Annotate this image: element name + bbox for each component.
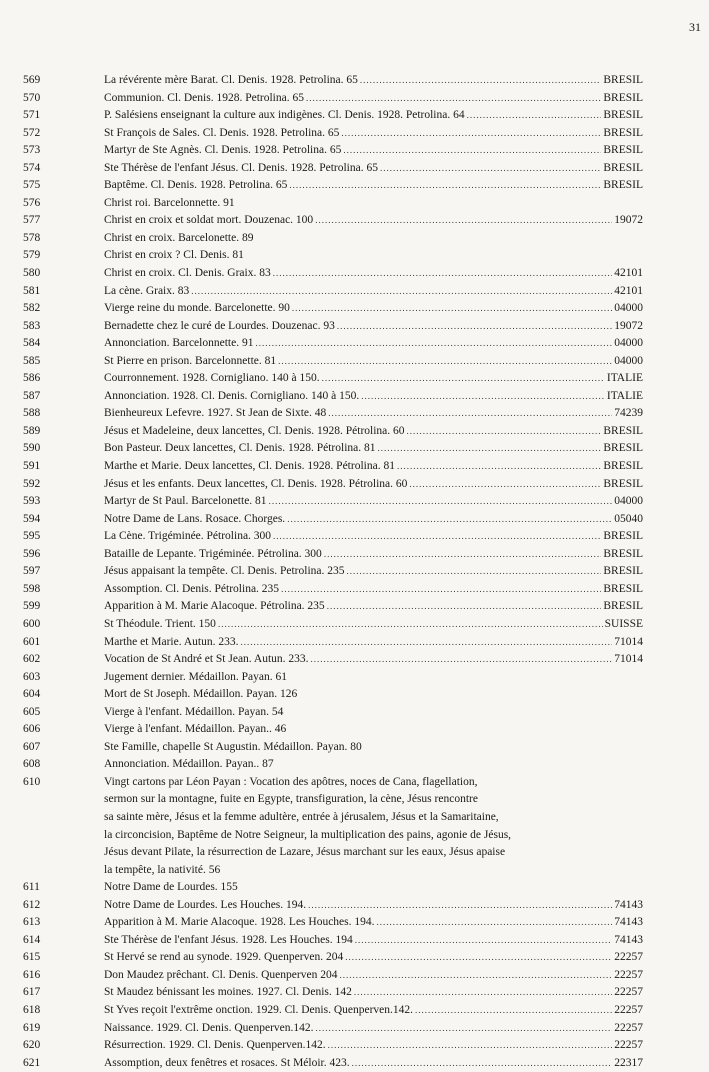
list-item (0, 546, 709, 564)
entry-code: 04000 (614, 354, 643, 367)
entry-text: Mort de St Joseph. Médaillon. Payan. 126 (104, 688, 298, 701)
entry-code: 05040 (614, 512, 643, 525)
entry-number: 614 (23, 933, 41, 946)
entry-body (104, 212, 643, 230)
entry-text: Bon Pasteur. Deux lancettes, Cl. Denis. 1928. Pétrolina. 81 (104, 442, 376, 455)
dot-leader (467, 107, 602, 125)
entry-number: 616 (23, 968, 41, 981)
list-item (0, 265, 709, 283)
list-item (0, 90, 709, 108)
entry-number: 579 (23, 249, 41, 262)
entry-body (104, 739, 643, 757)
entry-code: 74239 (614, 407, 643, 420)
dot-leader (360, 72, 601, 90)
entry-number: 603 (23, 670, 41, 683)
entry-text: Annonciation. Barcelonnette. 91 (104, 337, 254, 350)
entry-number: 597 (23, 565, 41, 578)
entry-number: 574 (23, 161, 41, 174)
entry-number: 607 (23, 740, 41, 753)
dot-leader (343, 142, 601, 160)
dot-leader (289, 177, 601, 195)
entry-code: BRESIL (603, 179, 643, 192)
entry-text: Résurrection. 1929. Cl. Denis. Quenperven.142. (104, 1039, 326, 1052)
entry-code: 04000 (614, 495, 643, 508)
list-item (0, 756, 709, 774)
entry-code: 71014 (614, 635, 643, 648)
entry-text: Marthe et Marie. Autun. 233. (104, 635, 239, 648)
entry-code: 22257 (614, 986, 643, 999)
entry-text: Christ en croix. Barcelonette. 89 (104, 231, 254, 244)
entry-text: Christ en croix ? Cl. Denis. 81 (104, 249, 244, 262)
entry-body (104, 651, 643, 669)
list-item (0, 283, 709, 301)
entry-body (104, 581, 643, 599)
entry-number: 602 (23, 653, 41, 666)
entry-body (104, 335, 643, 353)
dot-leader (341, 125, 601, 143)
dot-leader (218, 616, 603, 634)
entry-body (104, 300, 643, 318)
list-item (0, 476, 709, 494)
entry-body (104, 546, 643, 564)
entry-number: 600 (23, 617, 41, 630)
entry-body (104, 195, 643, 213)
entry-number: 594 (23, 512, 41, 525)
dot-leader (281, 581, 601, 599)
entry-code: 22257 (614, 1039, 643, 1052)
entry-text: Vierge à l'enfant. Médaillon. Payan.. 46 (104, 723, 287, 736)
entry-code: 42101 (614, 267, 643, 280)
dot-leader (352, 1055, 613, 1072)
entry-text: Jésus et Madeleine, deux lancettes, Cl. Denis. 1928. Pétrolina. 60 (104, 424, 405, 437)
dot-leader (240, 634, 612, 652)
list-item (0, 300, 709, 318)
entry-body (104, 721, 643, 739)
list-item (0, 967, 709, 985)
page-number: 31 (689, 20, 701, 34)
entry-number: 593 (23, 495, 41, 508)
entry-body (104, 247, 643, 265)
entry-number: 583 (23, 319, 41, 332)
dot-leader (306, 90, 601, 108)
entry-number: 591 (23, 460, 41, 473)
entry-body (104, 1002, 643, 1020)
list-item (0, 704, 709, 722)
entry-text: Notre Dame de Lans. Rosace. Chorges. (104, 512, 286, 525)
dot-leader (354, 984, 612, 1002)
dot-leader (324, 546, 602, 564)
entry-body (104, 616, 643, 634)
entry-number: 619 (23, 1021, 41, 1034)
dot-leader (322, 370, 605, 388)
dot-leader (415, 1002, 612, 1020)
entry-number: 592 (23, 477, 41, 490)
entry-text-line: sermon sur la montagne, fuite en Egypte, transfiguration, la cène, Jésus rencontre (104, 793, 478, 806)
entry-text: Christ roi. Barcelonnette. 91 (104, 196, 235, 209)
entry-body (104, 283, 643, 301)
list-item (0, 72, 709, 90)
entry-body (104, 353, 643, 371)
entry-number: 569 (23, 74, 41, 86)
entry-code: ITALIE (606, 389, 643, 402)
entry-body (104, 511, 643, 529)
entry-code: SUISSE (604, 617, 643, 630)
entry-body (104, 669, 643, 687)
entry-number: 615 (23, 951, 41, 964)
dot-leader (327, 598, 602, 616)
dot-leader (316, 1020, 613, 1038)
entry-number: 589 (23, 424, 41, 437)
dot-leader (407, 423, 602, 441)
entry-body (104, 230, 643, 248)
entry-text: St Pierre en prison. Barcelonnette. 81 (104, 354, 277, 367)
entry-text (104, 774, 604, 879)
dot-leader (355, 932, 613, 950)
entry-number: 570 (23, 91, 41, 104)
entry-text: Jésus appaisant la tempête. Cl. Denis. Petrolina. 235 (104, 565, 345, 578)
list-item (0, 949, 709, 967)
entry-text: Don Maudez prêchant. Cl. Denis. Quenperven 204 (104, 968, 338, 981)
list-item (0, 686, 709, 704)
entry-text-line: sa sainte mère, Jésus et la femme adultère, entrée à jérusalem, Jésus et la Samaritaine, (104, 810, 499, 823)
dot-leader (292, 300, 612, 318)
list-item (0, 335, 709, 353)
list-item (0, 1002, 709, 1020)
dot-leader (378, 440, 602, 458)
entry-body (104, 493, 643, 511)
entry-number: 621 (23, 1056, 41, 1069)
entry-body (104, 949, 643, 967)
entry-body (104, 1055, 643, 1072)
entry-number: 604 (23, 688, 41, 701)
entry-text: La cène. Graix. 83 (104, 284, 190, 297)
dot-leader (328, 405, 612, 423)
entry-text: Bataille de Lepante. Trigéminée. Pétrolina. 300 (104, 547, 322, 560)
entry-body (104, 686, 643, 704)
list-item (0, 107, 709, 125)
list-item (0, 563, 709, 581)
dot-leader (287, 511, 612, 529)
entry-code: BRESIL (603, 600, 643, 613)
entry-body (104, 318, 643, 336)
entry-body (104, 476, 643, 494)
entry-code: 22257 (614, 1003, 643, 1016)
list-item (0, 423, 709, 441)
entry-code: 22257 (614, 951, 643, 964)
entry-body (104, 423, 643, 441)
entry-number: 584 (23, 337, 41, 350)
entry-body (104, 370, 643, 388)
dot-leader (273, 528, 601, 546)
entry-number: 612 (23, 898, 41, 911)
entry-code: 74143 (614, 933, 643, 946)
entry-text-line: la circoncision, Baptême de Notre Seigneur, la multiplication des pains, agonie de Jésus, (104, 828, 512, 841)
entry-number: 596 (23, 547, 41, 560)
dot-leader (345, 949, 612, 967)
dot-leader (347, 563, 602, 581)
entry-body (104, 160, 643, 178)
dot-leader (278, 353, 612, 371)
entry-number: 577 (23, 214, 41, 227)
entry-text-line: Jésus devant Pilate, la résurrection de Lazare, Jésus marchant sur les eaux, Jésus apaise (104, 846, 506, 859)
entry-body (104, 405, 643, 423)
entry-body (104, 90, 643, 108)
entry-text: Martyr de St Paul. Barcelonette. 81 (104, 495, 267, 508)
entry-body (104, 634, 643, 652)
entry-code: BRESIL (603, 565, 643, 578)
entry-text: Ste Famille, chapelle St Augustin. Médaillon. Payan. 80 (104, 740, 362, 753)
entry-text: St Yves reçoit l'extrême onction. 1929. Cl. Denis. Quenperven.142. (104, 1003, 414, 1016)
list-item (0, 405, 709, 423)
entry-number: 610 (23, 775, 41, 788)
entry-code: 22257 (614, 1021, 643, 1034)
entry-text: Vierge reine du monde. Barcelonette. 90 (104, 302, 290, 315)
entry-code: BRESIL (603, 530, 643, 543)
entry-code: BRESIL (603, 547, 643, 560)
dot-leader (308, 897, 612, 915)
entry-number: 611 (23, 881, 40, 894)
entry-code: BRESIL (603, 91, 643, 104)
entry-text: Notre Dame de Lourdes. 155 (104, 881, 238, 894)
list-item (0, 230, 709, 248)
entry-body (104, 897, 643, 915)
entry-text: La Cène. Trigéminée. Pétrolina. 300 (104, 530, 272, 543)
entry-code: BRESIL (603, 424, 643, 437)
entry-body (104, 563, 643, 581)
entry-text: P. Salésiens enseignant la culture aux indigènes. Cl. Denis. 1928. Petrolina. 64 (104, 109, 465, 122)
dot-leader (191, 283, 612, 301)
dot-leader (273, 265, 613, 283)
entry-number: 605 (23, 705, 41, 718)
entry-body (104, 142, 643, 160)
entry-code: BRESIL (603, 109, 643, 122)
entry-code: 04000 (614, 337, 643, 350)
entry-code: 04000 (614, 302, 643, 315)
list-item (0, 388, 709, 406)
entry-text: Vierge à l'enfant. Médaillon. Payan. 54 (104, 705, 284, 718)
entry-body (104, 440, 643, 458)
dot-leader (269, 493, 613, 511)
list-item (0, 160, 709, 178)
list-item (0, 651, 709, 669)
entry-code: 74143 (614, 916, 643, 929)
entry-number: 606 (23, 723, 41, 736)
entry-number: 586 (23, 372, 41, 385)
dot-leader (339, 967, 612, 985)
entry-text-line: la tempête, la nativité. 56 (104, 863, 221, 876)
list-item (0, 142, 709, 160)
list-item (0, 318, 709, 336)
entry-text: Christ en croix et soldat mort. Douzenac. 100 (104, 214, 314, 227)
list-item (0, 458, 709, 476)
entry-number: 599 (23, 600, 41, 613)
entry-code: ITALIE (606, 372, 643, 385)
list-item (0, 247, 709, 265)
entry-text: St Maudez bénissant les moines. 1927. Cl. Denis. 142 (104, 986, 352, 999)
entry-number: 587 (23, 389, 41, 402)
list-item (0, 721, 709, 739)
list-item (0, 616, 709, 634)
entry-number: 608 (23, 758, 41, 771)
entry-number: 575 (23, 179, 41, 192)
entry-text: Vocation de St André et St Jean. Autun. 233. (104, 653, 309, 666)
entry-text: Baptême. Cl. Denis. 1928. Petrolina. 65 (104, 179, 288, 192)
entry-number: 590 (23, 442, 41, 455)
entry-number: 576 (23, 196, 41, 209)
list-item (0, 125, 709, 143)
entry-text-line: Vingt cartons par Léon Payan : Vocation des apôtres, noces de Cana, flagellation, (104, 775, 478, 788)
entry-text: Assomption, deux fenêtres et rosaces. St Méloir. 423. (104, 1056, 350, 1069)
list-item (0, 739, 709, 757)
entry-text: Notre Dame de Lourdes. Les Houches. 194. (104, 898, 307, 911)
entry-number: 617 (23, 986, 41, 999)
entry-code: BRESIL (603, 74, 643, 86)
entry-code: BRESIL (603, 144, 643, 157)
entry-text: Jésus et les enfants. Deux lancettes, Cl. Denis. 1928. Pétrolina. 60 (104, 477, 408, 490)
entry-body (104, 125, 643, 143)
list-item (0, 984, 709, 1002)
entry-text: Bernadette chez le curé de Lourdes. Douzenac. 93 (104, 319, 335, 332)
entry-text: St Hervé se rend au synode. 1929. Quenperven. 204 (104, 951, 344, 964)
list-item (0, 879, 709, 897)
entry-text: Assomption. Cl. Denis. Pétrolina. 235 (104, 582, 280, 595)
dot-leader (361, 388, 605, 406)
list-item (0, 212, 709, 230)
entry-text: Apparition à M. Marie Alacoque. Pétrolina. 235 (104, 600, 325, 613)
entry-number: 582 (23, 302, 41, 315)
entry-body (104, 528, 643, 546)
entry-body (104, 107, 643, 125)
entry-number: 573 (23, 144, 41, 157)
entry-code: 71014 (614, 653, 643, 666)
entry-text: Christ en croix. Cl. Denis. Graix. 83 (104, 267, 271, 280)
list-item (0, 1020, 709, 1038)
dot-leader (397, 458, 601, 476)
list-item (0, 370, 709, 388)
entry-code: BRESIL (603, 126, 643, 139)
dot-leader (380, 160, 601, 178)
list-item (0, 669, 709, 687)
entry-body (104, 879, 643, 897)
entry-number: 581 (23, 284, 41, 297)
entry-code: 22257 (614, 968, 643, 981)
entry-number: 620 (23, 1039, 41, 1052)
entry-number: 613 (23, 916, 41, 929)
entry-text: Apparition à M. Marie Alacoque. 1928. Les Houches. 194. (104, 916, 375, 929)
entry-text: Ste Thérèse de l'enfant Jésus. Cl. Denis. 1928. Petrolina. 65 (104, 161, 378, 174)
list-item (0, 177, 709, 195)
entry-body (104, 72, 643, 90)
list-item (0, 493, 709, 511)
entry-code: BRESIL (603, 477, 643, 490)
entry-number: 585 (23, 354, 41, 367)
list-item (0, 511, 709, 529)
list-item (0, 1055, 709, 1072)
dot-leader (255, 335, 612, 353)
list-item (0, 353, 709, 371)
list-item (0, 195, 709, 213)
entry-text: St Théodule. Trient. 150 (104, 617, 216, 630)
list-item (0, 932, 709, 950)
list-item (0, 528, 709, 546)
entry-number: 580 (23, 267, 41, 280)
entry-body (104, 704, 643, 722)
entry-text: Marthe et Marie. Deux lancettes, Cl. Denis. 1928. Pétrolina. 81 (104, 460, 395, 473)
entry-number: 618 (23, 1003, 41, 1016)
entry-text: Jugement dernier. Médaillon. Payan. 61 (104, 670, 288, 683)
dot-leader (315, 212, 612, 230)
entry-text: Annonciation. Médaillon. Payan.. 87 (104, 758, 274, 771)
entry-body (104, 388, 643, 406)
entry-code: BRESIL (603, 161, 643, 174)
entry-body (104, 1020, 643, 1038)
dot-leader (337, 318, 612, 336)
entry-list (0, 72, 709, 1072)
list-item (0, 897, 709, 915)
entry-code: BRESIL (603, 582, 643, 595)
list-item (0, 634, 709, 652)
entry-body (104, 914, 643, 932)
entry-code: 74143 (614, 898, 643, 911)
entry-text: Naissance. 1929. Cl. Denis. Quenperven.142. (104, 1021, 314, 1034)
entry-text: Communion. Cl. Denis. 1928. Petrolina. 65 (104, 91, 304, 104)
list-item (0, 1037, 709, 1055)
entry-610 (0, 774, 709, 879)
entry-body (104, 598, 643, 616)
dot-leader (311, 651, 613, 669)
entry-body (104, 984, 643, 1002)
dot-leader (409, 476, 601, 494)
list-item (0, 581, 709, 599)
entry-body (104, 177, 643, 195)
dot-leader (328, 1037, 613, 1055)
entry-body (104, 458, 643, 476)
entry-code: BRESIL (603, 442, 643, 455)
entry-number: 578 (23, 231, 41, 244)
entry-number: 595 (23, 530, 41, 543)
entry-text: Ste Thérèse de l'enfant Jésus. 1928. Les Houches. 194 (104, 933, 353, 946)
entry-text: Courronnement. 1928. Cornigliano. 140 à 150. (104, 372, 320, 385)
list-item (0, 440, 709, 458)
entry-text: Annonciation. 1928. Cl. Denis. Cornigliano. 140 à 150. (104, 389, 360, 402)
entry-body (104, 756, 643, 774)
list-item (0, 914, 709, 932)
entry-code: 19072 (614, 214, 643, 227)
entry-number: 601 (23, 635, 41, 648)
list-item (0, 598, 709, 616)
entry-number: 588 (23, 407, 41, 420)
entry-code: BRESIL (603, 460, 643, 473)
entry-number: 598 (23, 582, 41, 595)
dot-leader (377, 914, 613, 932)
entry-body (104, 1037, 643, 1055)
entry-text: St François de Sales. Cl. Denis. 1928. Petrolina. 65 (104, 126, 340, 139)
entry-body (104, 265, 643, 283)
entry-text: La révérente mère Barat. Cl. Denis. 1928. Petrolina. 65 (104, 74, 358, 86)
entry-number: 571 (23, 109, 41, 122)
entry-code: 42101 (614, 284, 643, 297)
entry-text: Bienheureux Lefevre. 1927. St Jean de Sixte. 48 (104, 407, 327, 420)
entry-code: 19072 (614, 319, 643, 332)
entry-body (104, 932, 643, 950)
entry-code: 22317 (614, 1056, 643, 1069)
entry-text: Martyr de Ste Agnès. Cl. Denis. 1928. Petrolina. 65 (104, 144, 342, 157)
entry-body (104, 967, 643, 985)
entry-number: 572 (23, 126, 41, 139)
